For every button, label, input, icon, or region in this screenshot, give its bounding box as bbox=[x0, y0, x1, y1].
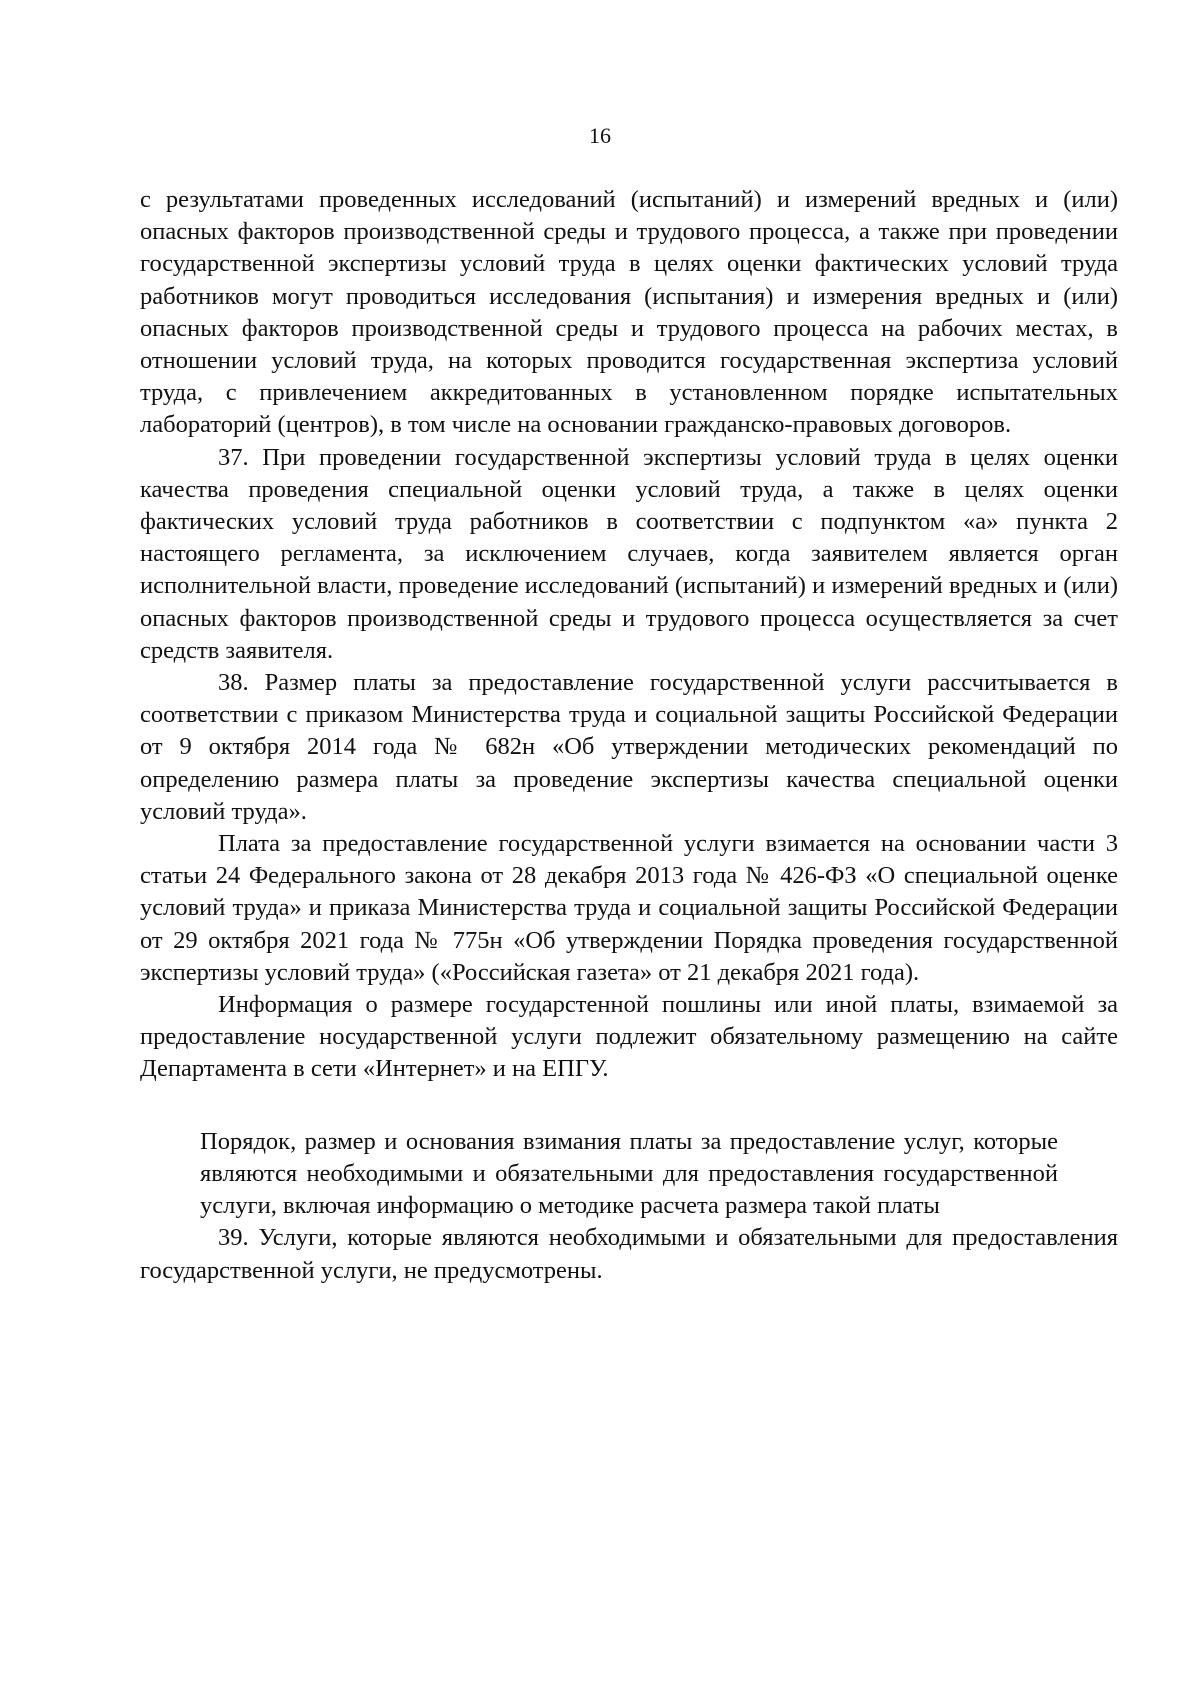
paragraph-continuation: с результатами проведенных исследований (испытаний) и измерений вредных и (или) опасных факторов производственной среды и трудового процесса, а также при проведении государственной экспертизы условий труда в целях оценки фактических условий труда работников могут проводиться исследования (испытания) и измерения вредных и (или) опасных факторов производственной среды и трудового процесса на рабочих местах, в отношении условий труда, на которых проводится государственная экспертиза условий труда, с привлечением аккредитованных в установленном порядке испытательных лабораторий (центров), в том числе на основании гражданско-правовых договоров. bbox=[140, 186, 1118, 439]
document-body bbox=[140, 184, 1118, 1287]
paragraph-37: 37. При проведении государственной экспертизы условий труда в целях оценки качества проведения специальной оценки условий труда, а также в целях оценки фактических условий труда работников в соответствии с подпунктом «а» пункта 2 настоящего регламента, за исключением случаев, когда заявителем является орган исполнительной власти, проведение исследований (испытаний) и измерений вредных и (или) опасных факторов производственной среды и трудового процесса осуществляется за счет средств заявителя. bbox=[140, 443, 1118, 664]
paragraph-39: 39. Услуги, которые являются необходимыми и обязательными для предоставления государственной услуги, не предусмотрены. bbox=[140, 1224, 1118, 1284]
section-heading: Порядок, размер и основания взимания платы за предоставление услуг, которые являются необходимыми и обязательными для предоставления государственной услуги, включая информацию о методике расчета размера такой платы bbox=[200, 1127, 1058, 1220]
page-number: 16 bbox=[589, 123, 611, 148]
section-spacer bbox=[140, 1086, 1118, 1126]
paragraph-fee-info: Информация о размере государстенной пошлины или иной платы, взимаемой за предоставление носударственной услуги подлежит обязательному размещению на сайте Департамента в сети «Интернет» и на ЕПГУ. bbox=[140, 991, 1118, 1083]
paragraph-fee-basis: Плата за предоставление государственной услуги взимается на основании части 3 статьи 24 Федерального закона от 28 декабря 2013 года № 426-ФЗ «О специальной оценке условий труда» и приказа Министерства труда и социальной защиты Российской Федерации от 29 октября 2021 года № 775н «Об утверждении Порядка проведения государственной экспертизы условий труда» («Российская газета» от 21 декабря 2021 года). bbox=[140, 830, 1118, 986]
paragraph-38: 38. Размер платы за предоставление государственной услуги рассчитывается в соответствии с приказом Министерства труда и социальной защиты Российской Федерации от 9 октября 2014 года № 682н «Об утверждении методических рекомендаций по определению размера платы за проведение экспертизы качества специальной оценки условий труда». bbox=[140, 669, 1118, 825]
